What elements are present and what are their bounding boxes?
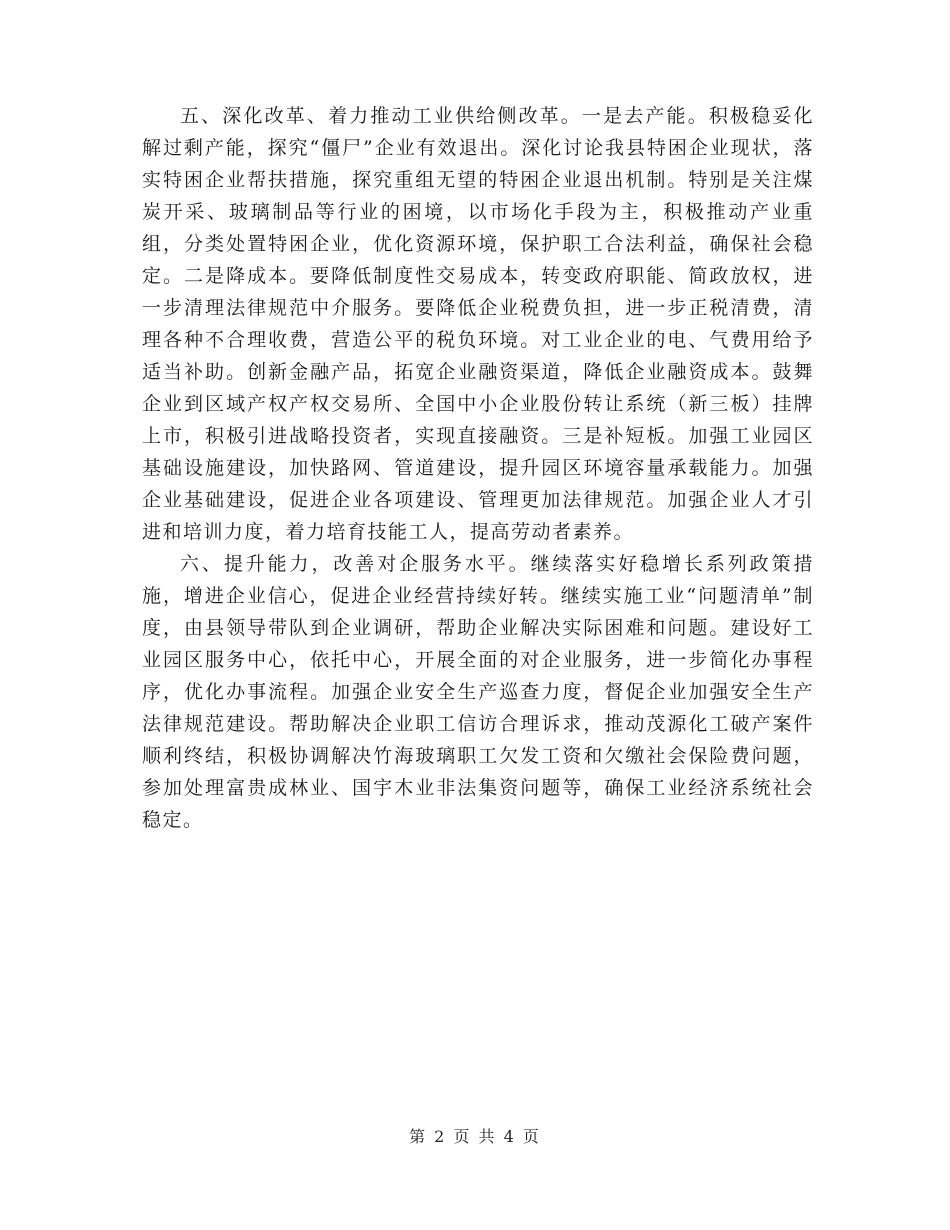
page-number-footer: 第 2 页 共 4 页 bbox=[409, 1127, 541, 1146]
paragraph-supply-side-reform: 五、深化改革、着力推动工业供给侧改革。一是去产能。积极稳妥化解过剩产能，探究“僵尸”企业有效退出。深化讨论我县特困企业现状，落实特困企业帮扶措施，探究重组无望的特困企业退出机制。特别是关注煤炭开采、玻璃制品等行业的困境，以市场化手段为主，积极推动产业重组，分类处置特困企业，优化资源环境，保护职工合法利益，确保社会稳定。二是降成本。要降低制度性交易成本，转变政府职能、简政放权，进一步清理法律规范中介服务。要降低企业税费负担，进一步正税清费，清理各种不合理收费，营造公平的税负环境。对工业企业的电、气费用给予适当补助。创新金融产品，拓宽企业融资渠道，降低企业融资成本。鼓舞企业到区域产权产权交易所、全国中小企业股份转让系统（新三板）挂牌上市，积极引进战略投资者，实现直接融资。三是补短板。加强工业园区基础设施建设，加快路网、管道建设，提升园区环境容量承载能力。加强企业基础建设，促进企业各项建设、管理更加法律规范。加强企业人才引进和培训力度，着力培育技能工人，提高劳动者素养。 bbox=[142, 105, 814, 543]
paragraph-enterprise-service: 六、提升能力，改善对企服务水平。继续落实好稳增长系列政策措施，增进企业信心，促进企业经营持续好转。继续实施工业“问题清单”制度，由县领导带队到企业调研，帮助企业解决实际困难和问题。建设好工业园区服务中心，依托中心，开展全面的对企业服务，进一步简化办事程序，优化办事流程。加强企业安全生产巡查力度，督促企业加强安全生产法律规范建设。帮助解决企业职工信访合理诉求，推动茂源化工破产案件顺利终结，积极协调解决竹海玻璃职工欠发工资和欠缴社会保险费问题，参加处理富贵成林业、国宇木业非法集资问题等，确保工业经济系统社会稳定。 bbox=[142, 553, 814, 831]
document-body bbox=[142, 100, 814, 836]
